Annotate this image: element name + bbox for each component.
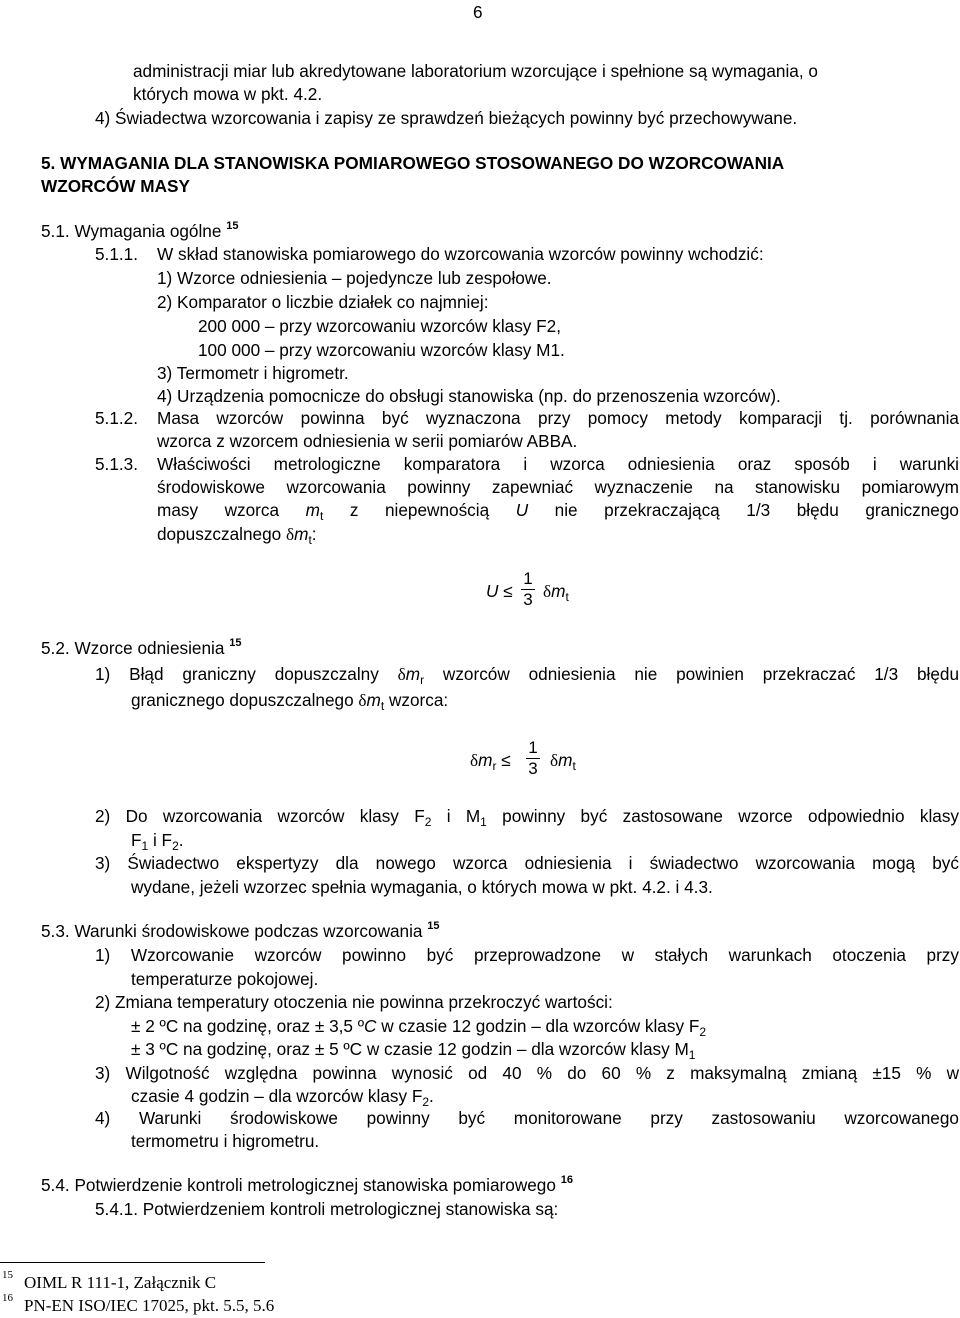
footnote-rule <box>0 1262 265 1263</box>
text-line: 3) Wilgotność względna powinna wynosić od 40 % do 60 % z maksymalną zmianą ±15 % w <box>95 1063 959 1083</box>
fraction <box>521 569 535 610</box>
symbol-m: m <box>305 500 320 520</box>
subsection-title-text: 5.3. Warunki środowiskowe podczas wzorcowania <box>41 921 428 941</box>
text-line <box>95 664 959 685</box>
text-span: wzorca: <box>384 690 449 710</box>
symbol-m: m <box>478 750 493 770</box>
leq-symbol: ≤ <box>503 581 513 601</box>
subsection-title <box>41 921 440 941</box>
text-span: czasie 4 godzin – dla wzorców klasy F <box>131 1086 423 1106</box>
fraction <box>526 738 540 779</box>
text-line <box>131 830 184 853</box>
list-subitem: 100 000 – przy wzorcowaniu wzorców klasy M1. <box>198 340 565 360</box>
text-span: i F <box>148 830 173 850</box>
numerator: 1 <box>528 738 538 757</box>
text-line <box>131 690 448 711</box>
subscript: t <box>308 533 312 547</box>
text-line: 2) Zmiana temperatury otoczenia nie powinna przekroczyć wartości: <box>95 992 613 1012</box>
text-line: 4) Świadectwa wzorcowania i zapisy ze sprawdzeń bieżących powinny być przechowywane. <box>95 108 798 128</box>
formula <box>543 581 569 602</box>
text-line: administracji miar lub akredytowane laboratorium wzorcujące i spełnione są wymagania, o <box>133 61 818 81</box>
paragraph-number: 5.1.1. <box>95 244 139 264</box>
subscript: r <box>492 759 497 773</box>
text-line: Masa wzorców powinna być wyznaczona przy pomocy metody komparacji tj. porównania <box>157 408 959 428</box>
text-span: 2) Do wzorcowania wzorców klasy F <box>95 806 425 826</box>
subscript: 2 <box>422 1095 430 1109</box>
text-line: wzorca z wzorcem odniesienia w serii pomiarów ABBA. <box>157 431 578 451</box>
subsection-title <box>41 1175 573 1195</box>
text-span: . <box>429 1086 434 1106</box>
subsection-title <box>41 221 238 241</box>
text-span: w czasie 12 godzin – dla wzorców klasy F <box>376 1016 700 1036</box>
text-line <box>157 524 317 545</box>
text-span: 1) Błąd graniczny dopuszczalny <box>95 664 398 684</box>
text-line <box>131 1016 707 1039</box>
text-span: powinny być zastosowane wzorce odpowiednio klasy <box>486 806 960 826</box>
footnote-text: PN-EN ISO/IEC 17025, pkt. 5.5, 5.6 <box>24 1296 275 1315</box>
subsection-title-text: 5.2. Wzorce odniesienia <box>41 638 230 658</box>
text-line <box>131 1086 434 1109</box>
denominator: 3 <box>523 590 533 609</box>
paragraph-number: 5.1.3. <box>95 454 139 474</box>
denominator: 3 <box>528 759 538 778</box>
formula <box>550 750 576 771</box>
symbol-m: m <box>405 664 421 684</box>
subscript: t <box>572 759 576 773</box>
paragraph-number: 5.1.2. <box>95 408 139 428</box>
symbol-delta: δ <box>286 525 295 544</box>
symbol-m: m <box>294 524 309 544</box>
text-span: nie przekraczającą 1/3 błędu granicznego <box>528 500 959 520</box>
footnote-number: 16 <box>2 1292 13 1304</box>
symbol-delta: δ <box>397 665 406 684</box>
footnote-ref: 16 <box>560 1174 573 1186</box>
footnote-ref: 15 <box>226 220 239 232</box>
subsection-title-text: 5.4. Potwierdzenie kontroli metrologicznej stanowiska pomiarowego <box>41 1175 561 1195</box>
footnote <box>2 1294 13 1314</box>
text-line <box>131 1039 696 1062</box>
list-item: 3) Termometr i higrometr. <box>157 363 349 383</box>
subscript: t <box>380 699 385 713</box>
leq-symbol: ≤ <box>501 750 511 770</box>
footnote <box>2 1271 13 1291</box>
subscript: 1 <box>480 815 487 829</box>
text-line: których mowa w pkt. 4.2. <box>133 84 323 104</box>
footnote-ref: 15 <box>229 637 242 649</box>
formula <box>470 750 511 771</box>
text-span: . <box>178 830 184 850</box>
text-line <box>95 806 960 829</box>
symbol-delta: δ <box>470 751 479 770</box>
text-line: termometru i higrometru. <box>131 1131 320 1151</box>
numerator: 1 <box>523 569 533 588</box>
subscript: t <box>319 509 324 523</box>
list-item: 1) Wzorce odniesienia – pojedyncze lub zespołowe. <box>157 268 552 288</box>
list-subitem: 200 000 – przy wzorcowaniu wzorców klasy F2, <box>198 316 562 336</box>
subscript: 2 <box>172 839 179 853</box>
text-line: Właściwości metrologiczne komparatora i wzorca odniesienia oraz sposób i warunki <box>157 454 959 474</box>
text-line <box>157 500 959 523</box>
symbol-delta: δ <box>358 691 367 710</box>
subsection-title-text: 5.1. Wymagania ogólne <box>41 221 227 241</box>
text-span: ± 2 ºC na godzinę, oraz ± 3,5 º <box>131 1016 365 1036</box>
footnote-number: 15 <box>2 1269 13 1281</box>
text-line: 5.4.1. Potwierdzeniem kontroli metrologicznej stanowiska są: <box>95 1199 559 1219</box>
section-heading: WZORCÓW MASY <box>41 176 190 196</box>
section-heading: 5. WYMAGANIA DLA STANOWISKA POMIAROWEGO STOSOWANEGO DO WZORCOWANIA <box>41 153 785 173</box>
text-line: 1) Wzorcowanie wzorców powinno być przeprowadzone w stałych warunkach otoczenia przy <box>95 945 959 965</box>
text-span: wzorców odniesienia nie powinien przekraczać 1/3 błędu <box>424 664 960 684</box>
subscript: 2 <box>424 815 432 829</box>
symbol-delta: δ <box>550 751 559 770</box>
text-span: i M <box>431 806 481 826</box>
subscript: 2 <box>699 1025 707 1039</box>
subsection-title <box>41 638 241 658</box>
symbol-m: m <box>551 581 566 601</box>
list-item: 4) Urządzenia pomocnicze do obsługi stanowiska (np. do przenoszenia wzorców). <box>157 386 781 406</box>
symbol-u: U <box>486 581 499 601</box>
text-line: temperaturze pokojowej. <box>131 969 319 989</box>
text-line: 3) Świadectwo ekspertyzy dla nowego wzorca odniesienia i świadectwo wzorcowania mogą być <box>95 853 959 873</box>
symbol-m: m <box>366 690 381 710</box>
text-span: granicznego dopuszczalnego <box>131 690 359 710</box>
text-span: F <box>131 830 142 850</box>
text-span: : <box>311 524 317 544</box>
footnote-text: OIML R 111-1, Załącznik C <box>24 1273 217 1292</box>
text-span: masy wzorca <box>157 500 306 520</box>
text-span: dopuszczalnego <box>157 524 286 544</box>
list-item: 2) Komparator o liczbie działek co najmniej: <box>157 292 489 312</box>
text-span: C <box>364 1016 377 1036</box>
text-span: z niepewnością <box>323 500 516 520</box>
text-span: ± 3 ºC na godzinę, oraz ± 5 ºC w czasie 12 godzin – dla wzorców klasy M <box>131 1039 689 1059</box>
subscript: 1 <box>141 839 149 853</box>
subscript: t <box>565 590 569 604</box>
subscript: r <box>420 673 425 687</box>
symbol-delta: δ <box>543 582 552 601</box>
text-line: 4) Warunki środowiskowe powinny być monitorowane przy zastosowaniu wzorcowanego <box>95 1108 959 1128</box>
text-line: wydane, jeżeli wzorzec spełnia wymagania, o których mowa w pkt. 4.2. i 4.3. <box>131 877 713 897</box>
symbol-u: U <box>515 500 529 520</box>
formula <box>486 581 513 601</box>
symbol-m: m <box>558 750 573 770</box>
footnote-ref: 15 <box>427 920 440 932</box>
text-line: środowiskowe wzorcowania powinny zapewniać wyznaczenie na stanowisku pomiarowym <box>157 477 959 497</box>
text-line: W skład stanowiska pomiarowego do wzorcowania wzorców powinny wchodzić: <box>157 244 764 264</box>
subscript: 1 <box>688 1048 696 1062</box>
page-number: 6 <box>473 2 483 22</box>
